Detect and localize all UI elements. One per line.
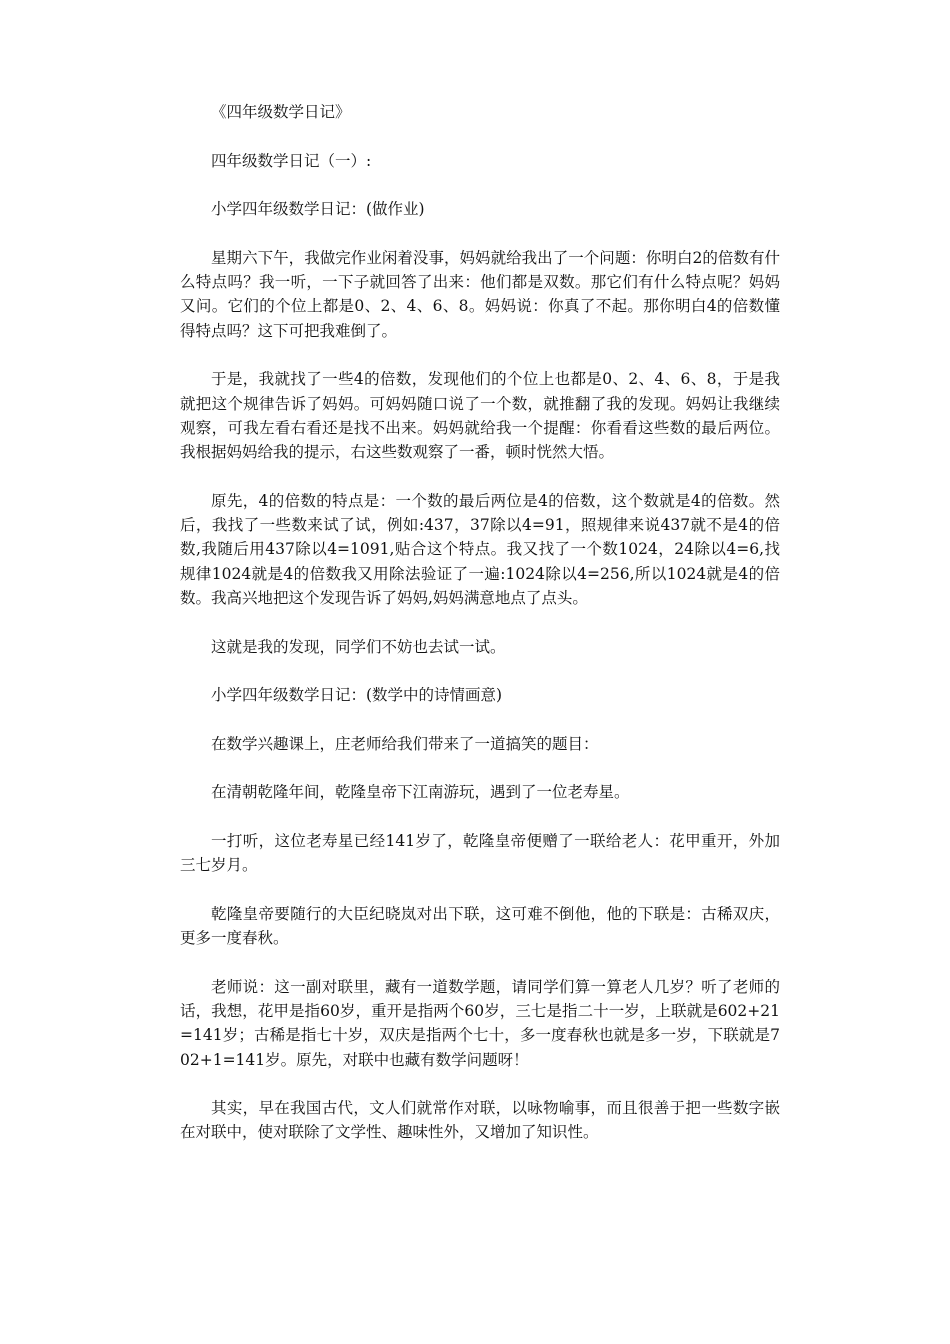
paragraph-saturday-question: 星期六下午，我做完作业闲着没事，妈妈就给我出了一个问题：你明白2的倍数有什么特点吗？我一听，一下子就回答了出来：他们都是双数。那它们有什么特点呢？妈妈又问。它们的个位上都是0、2、4、6、8。妈妈说：你真了不起。那你明白4的倍数懂得特点吗？这下可把我难倒了。 bbox=[180, 248, 780, 340]
paragraph-second-couplet: 乾隆皇帝要随行的大臣纪晓岚对出下联，这可难不倒他，他的下联是：古稀双庆，更多一度春秋。 bbox=[180, 904, 780, 948]
document-body bbox=[180, 100, 780, 1169]
paragraph-teacher-explanation: 老师说：这一副对联里，藏有一道数学题，请同学们算一算老人几岁？听了老师的话，我想，花甲是指60岁，重开是指两个60岁，三七是指二十一岁，上联就是602+21=141岁；古稀是指七十岁，双庆是指两个七十，多一度春秋也就是多一岁，下联就是702+1=141岁。原先，对联中也藏有数学问题呀！ bbox=[180, 977, 780, 1069]
subheading-poetry-in-math: 小学四年级数学日记：(数学中的诗情画意) bbox=[211, 686, 503, 705]
paragraph-multiples-of-four-search: 于是，我就找了一些4的倍数，发现他们的个位上也都是0、2、4、6、8，于是我就把这个规律告诉了妈妈。可妈妈随口说了一个数，就推翻了我的发现。妈妈让我继续观察，可我左看右看还是找不出来。妈妈就给我一个提醒：你看看这些数的最后两位。我根据妈妈给我的提示，右这些数观察了一番，顿时恍然大悟。 bbox=[180, 370, 780, 462]
paragraph-multiples-of-four-rule: 原先，4的倍数的特点是：一个数的最后两位是4的倍数，这个数就是4的倍数。然后，我找了一些数来试了试，例如:437，37除以4=91，照规律来说437就不是4的倍数,我随后用437除以4=1091,贴合这个特点。我又找了一个数1024，24除以4=6,找规律1024就是4的倍数我又用除法验证了一遍:1024除以4=256,所以1024就是4的倍数。我高兴地把这个发现告诉了妈妈,妈妈满意地点了点头。 bbox=[180, 491, 780, 607]
paragraph-ancient-couplets: 其实，早在我国古代，文人们就常作对联，以咏物喻事，而且很善于把一些数字嵌在对联中，使对联除了文学性、趣味性外，又增加了知识性。 bbox=[180, 1099, 780, 1142]
subheading-homework: 小学四年级数学日记：(做作业) bbox=[211, 200, 425, 219]
document-title: 《四年级数学日记》 bbox=[211, 103, 351, 121]
paragraph-math-interest-class: 在数学兴趣课上，庄老师给我们带来了一道搞笑的题目： bbox=[211, 734, 599, 753]
paragraph-first-couplet: 一打听，这位老寿星已经141岁了，乾隆皇帝便赠了一联给老人：花甲重开，外加三七岁月。 bbox=[180, 831, 780, 875]
paragraph-discovery-conclusion: 这就是我的发现，同学们不妨也去试一试。 bbox=[211, 637, 506, 656]
section-heading-diary-one: 四年级数学日记（一）: bbox=[211, 151, 372, 170]
paragraph-qianlong-story: 在清朝乾隆年间，乾隆皇帝下江南游玩，遇到了一位老寿星。 bbox=[211, 783, 630, 802]
